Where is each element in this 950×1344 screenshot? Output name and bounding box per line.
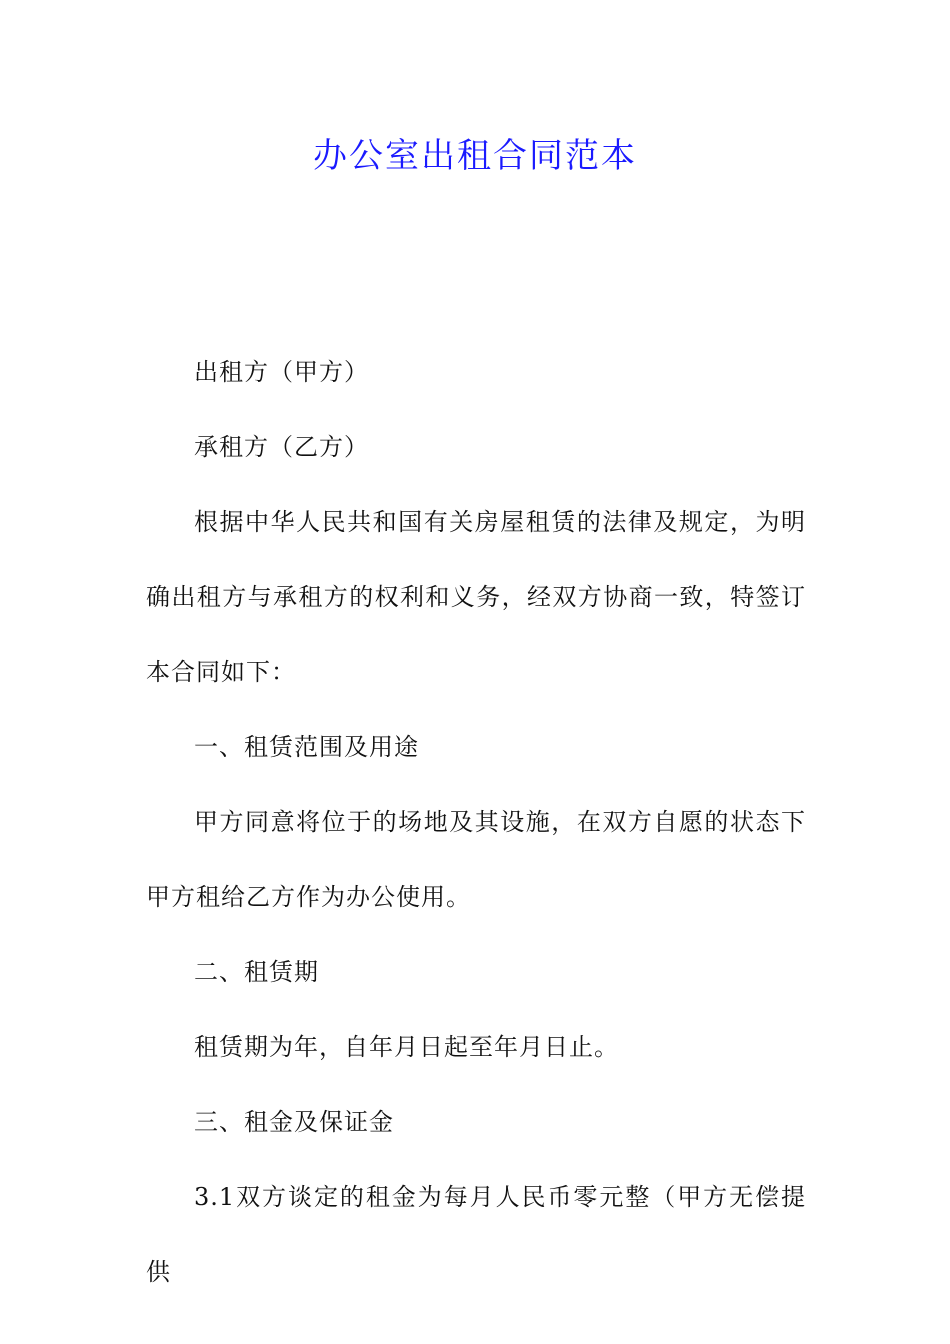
- party-b-line: 承租方（乙方）: [194, 433, 369, 461]
- term-paragraph: 租赁期为年，自年月日起至年月日止。: [194, 1033, 619, 1061]
- section-heading-rent: 三、租金及保证金: [194, 1108, 394, 1136]
- party-a-line: 出租方（甲方）: [194, 358, 369, 386]
- section-heading-scope: 一、租赁范围及用途: [194, 733, 419, 761]
- rent-paragraph: 3.1双方谈定的租金为每月人民币零元整（甲方无偿提供: [146, 1183, 806, 1286]
- document-body: [146, 335, 806, 1310]
- section-heading-term: 二、租赁期: [194, 958, 319, 986]
- preamble-paragraph: 根据中华人民共和国有关房屋租赁的法律及规定，为明确出租方与承租方的权利和义务，经双方协商一致，特签订本合同如下：: [146, 508, 806, 686]
- document-title: 办公室出租合同范本: [313, 136, 637, 176]
- scope-paragraph: 甲方同意将位于的场地及其设施，在双方自愿的状态下甲方租给乙方作为办公使用。: [146, 808, 806, 911]
